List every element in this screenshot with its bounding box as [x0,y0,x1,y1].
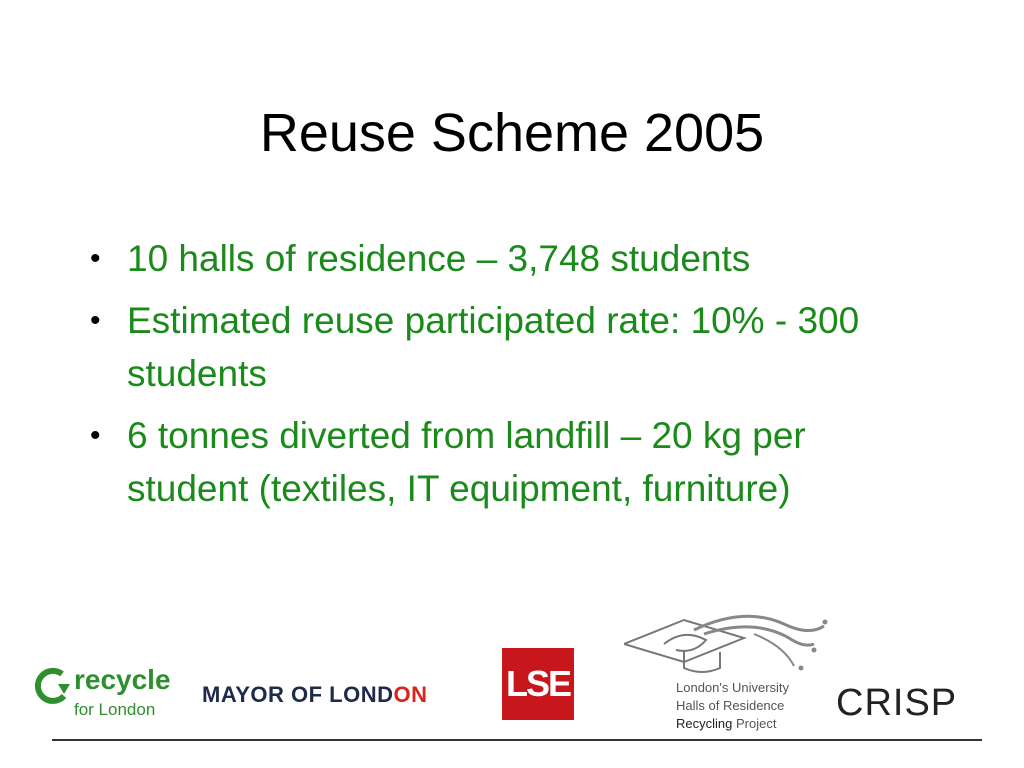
logo-strip [0,600,1024,740]
bullet-dot-icon: • [90,419,101,452]
halls-recycling-project-logo [624,610,834,734]
bullet-dot-icon: • [90,242,101,275]
bullet-text: 6 tonnes diverted from landfill – 20 kg per student (textiles, IT equipment, furniture) [127,415,806,509]
bullet-dot-icon: • [90,304,101,337]
recycle-arrow-icon [34,666,74,710]
bullet-item [90,232,910,285]
recycle-subtitle: for London [74,700,156,719]
halls-line-3-rest: Project [732,716,777,731]
footer-divider [52,739,982,741]
recycle-for-london-logo [34,666,174,726]
lse-logo: LSE [502,648,574,720]
halls-line-2: Halls of Residence [676,698,785,713]
halls-line-1: London's University [676,680,790,695]
mortarboard-icon [624,610,834,680]
recycle-word: recycle [74,664,171,695]
mayor-of-london-logo [202,682,427,708]
mayor-accent-text: ON [393,682,428,707]
halls-line-3-bold: Recycling [676,716,733,731]
mayor-text: MAYOR OF LOND [202,682,394,707]
bullet-text: 10 halls of residence – 3,748 students [127,238,751,279]
bullet-item [90,294,910,400]
crisp-logo: CRISP [836,682,958,724]
bullet-list [90,232,910,524]
slide-title: Reuse Scheme 2005 [259,103,765,163]
bullet-item [90,409,910,515]
bullet-text: Estimated reuse participated rate: 10% - 300 students [127,300,860,394]
halls-line-3 [676,716,776,731]
